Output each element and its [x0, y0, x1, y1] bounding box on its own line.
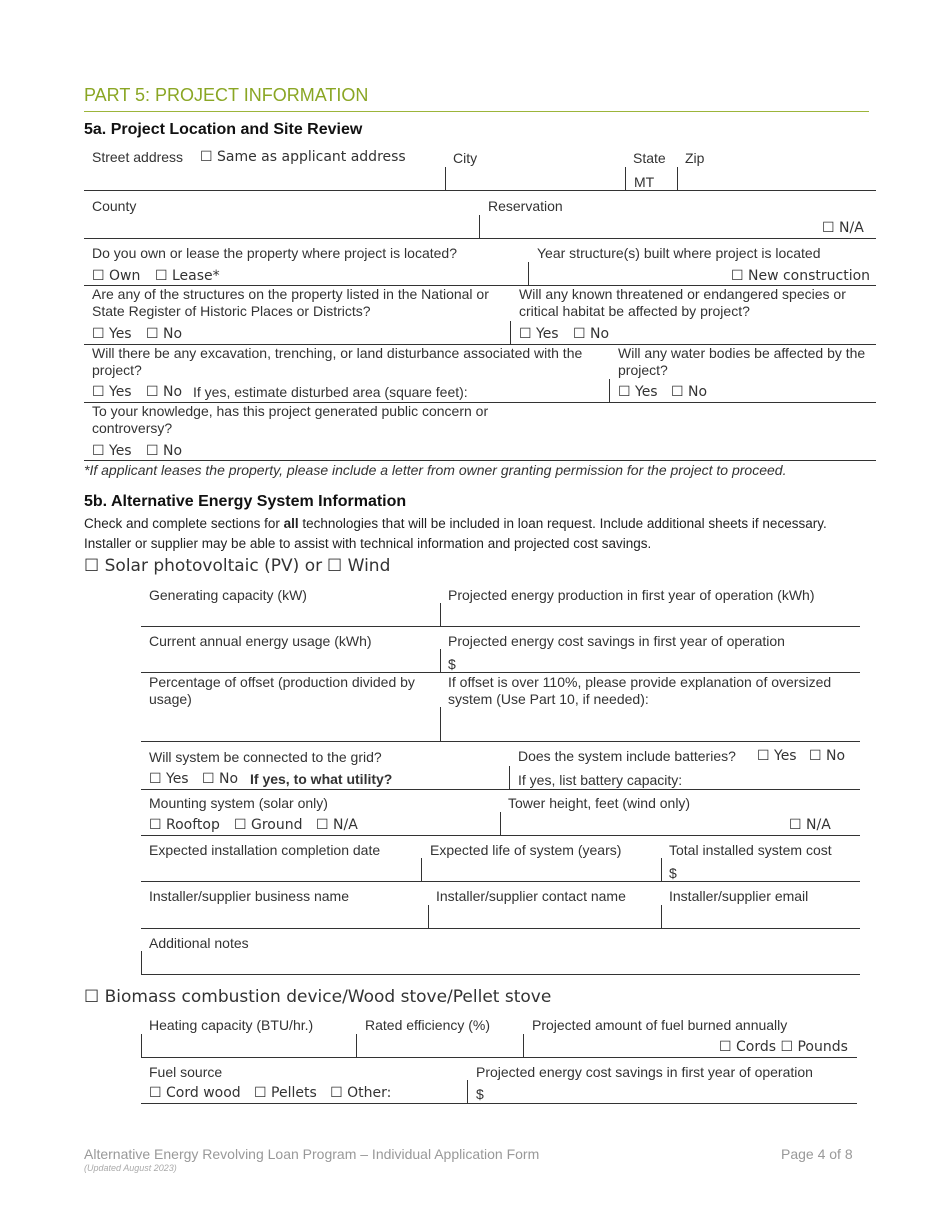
- total-cost-label: Total installed system cost: [669, 842, 832, 858]
- grid-question: Will system be connected to the grid?: [149, 749, 382, 765]
- heating-capacity-label: Heating capacity (BTU/hr.): [149, 1017, 314, 1033]
- mounting-system-label: Mounting system (solar only): [149, 795, 328, 811]
- footer-program-name: Alternative Energy Revolving Loan Program – Individual Application Form: [84, 1146, 540, 1162]
- concern-yes-checkbox[interactable]: ☐ Yes: [92, 443, 132, 459]
- divider: [445, 167, 446, 191]
- fuel-source-field[interactable]: [141, 1103, 857, 1104]
- divider: [440, 603, 441, 627]
- total-cost-dollar: $: [669, 865, 677, 881]
- lease-checkbox[interactable]: ☐ Lease*: [155, 268, 220, 284]
- tower-na-checkbox[interactable]: ☐ N/A: [789, 817, 831, 833]
- solar-pv-checkbox[interactable]: ☐ Solar photovoltaic (PV) or: [84, 556, 323, 576]
- offset-percentage-label: Percentage of offset (production divided by usage): [149, 674, 415, 707]
- divider: [440, 649, 441, 673]
- biomass-savings-dollar: $: [476, 1086, 484, 1102]
- grid-utility-label: If yes, to what utility?: [250, 771, 393, 787]
- disturbed-area-label: If yes, estimate disturbed area (square feet):: [193, 384, 468, 400]
- divider: [356, 1034, 357, 1058]
- row-divider: [84, 460, 876, 461]
- additional-notes-label: Additional notes: [149, 935, 249, 951]
- historic-no-checkbox[interactable]: ☐ No: [146, 326, 183, 342]
- county-label: County: [92, 198, 137, 214]
- current-usage-label: Current annual energy usage (kWh): [149, 633, 372, 649]
- section-5a-title: 5a. Project Location and Site Review: [84, 121, 363, 138]
- zip-label: Zip: [685, 150, 705, 166]
- fuel-burned-label: Projected amount of fuel burned annually: [532, 1017, 788, 1033]
- divider: [500, 812, 501, 836]
- generating-capacity-field[interactable]: [141, 626, 860, 627]
- batteries-no-checkbox[interactable]: ☐ No: [809, 748, 846, 764]
- offset-field[interactable]: [141, 741, 860, 742]
- cords-pounds-checkbox[interactable]: ☐ Cords ☐ Pounds: [719, 1039, 848, 1055]
- public-concern-question: To your knowledge, has this project generated public concern or controversy?: [92, 403, 489, 436]
- intro-text: Check and complete sections for: [84, 516, 284, 531]
- water-no-checkbox[interactable]: ☐ No: [671, 384, 708, 400]
- biomass-savings-label: Projected energy cost savings in first year of operation: [476, 1064, 813, 1080]
- heating-capacity-field[interactable]: [141, 1057, 857, 1058]
- completion-date-label: Expected installation completion date: [149, 842, 381, 858]
- divider: [141, 951, 142, 975]
- street-address-label: Street address: [92, 149, 184, 165]
- state-value[interactable]: MT: [634, 174, 655, 190]
- section-5b-intro: [84, 514, 869, 554]
- divider: [440, 707, 441, 742]
- row-divider: [141, 789, 860, 790]
- mounting-na-checkbox[interactable]: ☐ N/A: [316, 817, 358, 833]
- new-construction-checkbox[interactable]: ☐ New construction: [731, 268, 871, 284]
- divider: [677, 167, 678, 191]
- own-lease-question: Do you own or lease the property where project is located?: [92, 245, 457, 261]
- grid-yes-checkbox[interactable]: ☐ Yes: [149, 771, 189, 787]
- footer-page-number: Page 4 of 8: [781, 1146, 853, 1162]
- water-bodies-question: Will any water bodies be affected by the project?: [618, 345, 866, 378]
- water-yes-checkbox[interactable]: ☐ Yes: [618, 384, 658, 400]
- excavation-question: Will there be any excavation, trenching, or land disturbance associated with the project?: [92, 345, 583, 378]
- system-life-label: Expected life of system (years): [430, 842, 622, 858]
- lease-note: *If applicant leases the property, please include a letter from owner granting permission for the project to proceed.: [84, 462, 787, 478]
- additional-notes-field[interactable]: [141, 974, 860, 975]
- species-no-checkbox[interactable]: ☐ No: [573, 326, 610, 342]
- generating-capacity-label: Generating capacity (kW): [149, 587, 307, 603]
- dollar-sign: $: [448, 656, 456, 672]
- part-title: PART 5: PROJECT INFORMATION: [84, 85, 369, 105]
- endangered-species-question: Will any known threatened or endangered species or critical habitat be affected by project?: [519, 286, 846, 319]
- offset-explanation-label: If offset is over 110%, please provide explanation of oversized system (Use Part 10, if needed):: [448, 674, 832, 707]
- species-yes-checkbox[interactable]: ☐ Yes: [519, 326, 559, 342]
- biomass-checkbox[interactable]: ☐ Biomass combustion device/Wood stove/Pellet stove: [84, 987, 552, 1007]
- batteries-question: Does the system include batteries?: [518, 748, 736, 764]
- completion-date-field[interactable]: [141, 881, 860, 882]
- year-built-question: Year structure(s) built where project is located: [537, 245, 821, 261]
- state-label: State: [633, 150, 666, 166]
- batteries-yes-checkbox[interactable]: ☐ Yes: [757, 748, 797, 764]
- divider: [509, 766, 510, 790]
- county-field[interactable]: [84, 238, 876, 239]
- divider: [141, 1034, 142, 1058]
- current-usage-field[interactable]: [141, 672, 860, 673]
- battery-capacity-label: If yes, list battery capacity:: [518, 772, 683, 788]
- grid-no-checkbox[interactable]: ☐ No: [202, 771, 239, 787]
- street-address-field[interactable]: [84, 190, 876, 191]
- excavation-no-checkbox[interactable]: ☐ No: [146, 384, 183, 400]
- tower-height-label: Tower height, feet (wind only): [508, 795, 691, 811]
- historic-register-question: Are any of the structures on the property listed in the National or State Register of Historic Places or Districts?: [92, 286, 489, 319]
- installer-business-field[interactable]: [141, 928, 860, 929]
- concern-no-checkbox[interactable]: ☐ No: [146, 443, 183, 459]
- installer-email-label: Installer/supplier email: [669, 888, 809, 904]
- reservation-na-checkbox[interactable]: ☐ N/A: [822, 220, 864, 236]
- footer-updated: (Updated August 2023): [84, 1163, 177, 1173]
- ground-checkbox[interactable]: ☐ Ground: [234, 817, 303, 833]
- divider: [609, 379, 610, 403]
- row-divider: [141, 835, 860, 836]
- historic-yes-checkbox[interactable]: ☐ Yes: [92, 326, 132, 342]
- same-as-applicant-checkbox[interactable]: ☐ Same as applicant address: [200, 149, 406, 165]
- own-checkbox[interactable]: ☐ Own: [92, 268, 141, 284]
- divider: [467, 1080, 468, 1104]
- divider: [510, 321, 511, 345]
- divider: [528, 262, 529, 286]
- divider: [479, 215, 480, 239]
- city-label: City: [453, 150, 478, 166]
- installer-contact-label: Installer/supplier contact name: [436, 888, 626, 904]
- installer-business-label: Installer/supplier business name: [149, 888, 349, 904]
- wind-checkbox[interactable]: ☐ Wind: [327, 556, 391, 576]
- divider: [428, 905, 429, 929]
- rooftop-checkbox[interactable]: ☐ Rooftop: [149, 817, 220, 833]
- divider: [661, 858, 662, 882]
- part-divider: [84, 111, 869, 112]
- section-5b-title: 5b. Alternative Energy System Information: [84, 493, 407, 510]
- excavation-yes-checkbox[interactable]: ☐ Yes: [92, 384, 132, 400]
- rated-efficiency-label: Rated efficiency (%): [365, 1017, 491, 1033]
- fuel-source-label: Fuel source: [149, 1064, 223, 1080]
- reservation-label: Reservation: [488, 198, 563, 214]
- divider: [523, 1034, 524, 1058]
- divider: [421, 858, 422, 882]
- divider: [661, 905, 662, 929]
- fuel-source-options[interactable]: ☐ Cord wood ☐ Pellets ☐ Other:: [149, 1085, 392, 1101]
- intro-text-rest: technologies that will be included in loan request. Include additional sheets if necessary. Installer or supplier may be able to assist with technical information and projected cost savings.: [84, 516, 827, 551]
- projected-savings-label: Projected energy cost savings in first year of operation: [448, 633, 785, 649]
- divider: [625, 167, 626, 191]
- projected-production-label: Projected energy production in first year of operation (kWh): [448, 587, 815, 603]
- intro-bold: all: [283, 516, 299, 531]
